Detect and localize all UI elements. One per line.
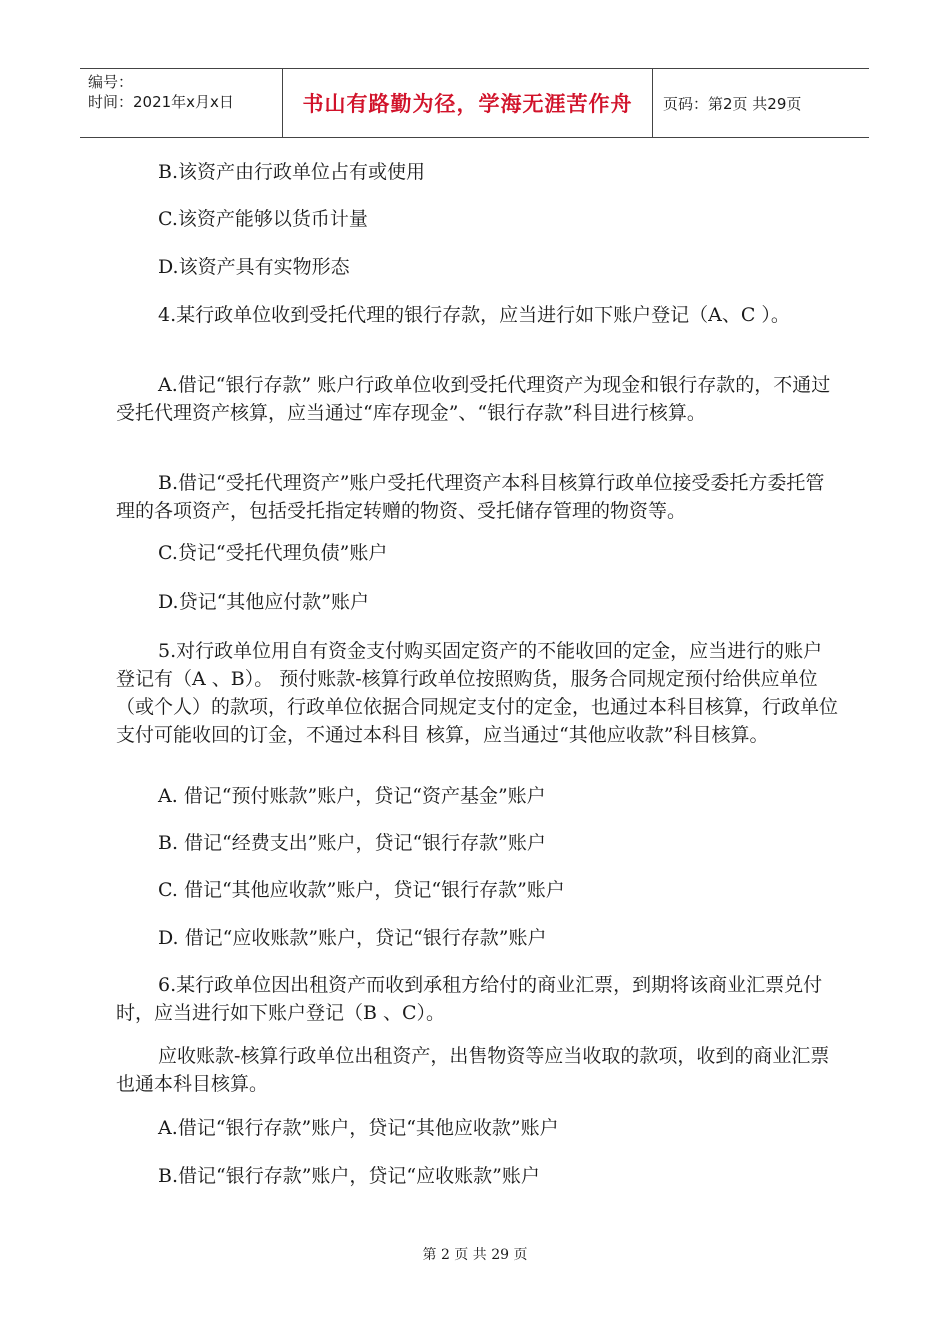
q5-option-a: A. 借记“预付账款”账户，贷记“资产基金”账户	[158, 785, 546, 807]
header-page-info: 页码：第2页 共29页	[663, 94, 802, 113]
q4-option-a: A.借记“银行存款” 账户行政单位收到受托代理资产为现金和银行存款的，不通过受托代理资产核算，应当通过“库存现金”、“银行存款”科目进行核算。	[116, 374, 831, 424]
q5-option-b: B. 借记“经费支出”账户，贷记“银行存款”账户	[158, 832, 546, 854]
q4-option-c: C.贷记“受托代理负债”账户	[158, 542, 388, 564]
header-meta	[80, 69, 283, 137]
option-b-occupied: B.该资产由行政单位占有或使用	[158, 161, 426, 183]
option-c-measurable: C.该资产能够以货币计量	[158, 208, 368, 230]
document-number-label: 编号：	[88, 73, 134, 91]
page-footer: 第 2 页 共 29 页	[422, 1247, 528, 1263]
question-6: 6.某行政单位因出租资产而收到承租方给付的商业汇票，到期将该商业汇票兑付时，应当进行如下账户登记（B 、C）。	[116, 974, 823, 1024]
q6-option-a: A.借记“银行存款”账户，贷记“其他应收款”账户	[158, 1117, 559, 1139]
q4-option-b: B.借记“受托代理资产”账户受托代理资产本科目核算行政单位接受委托方委托管理的各项资产，包括受托指定转赠的物资、受托储存管理的物资等。	[116, 472, 825, 522]
q5-option-d: D. 借记“应收账款”账户，贷记“银行存款”账户	[158, 927, 547, 949]
header-motto: 书山有路勤为径，学海无涯苦作舟	[302, 92, 633, 116]
page-header	[80, 68, 869, 138]
header-page-info-cell	[653, 69, 869, 137]
question-4: 4.某行政单位收到受托代理的银行存款，应当进行如下账户登记（A、C ）。	[158, 304, 790, 326]
option-d-physical: D.该资产具有实物形态	[158, 256, 350, 278]
question-5: 5.对行政单位用自有资金支付购买固定资产的不能收回的定金，应当进行的账户登记有（A 、B）。 预付账款-核算行政单位按照购货，服务合同规定预付给供应单位（或个人）的款项，行政单位依据合同规定支付的定金，也通过本科目核算，行政单位支付可能收回的订金，不通过本科目 核算，应当通过“其他应收款”科目核算。	[116, 640, 839, 746]
q6-explanation: 应收账款-核算行政单位出租资产，出售物资等应当收取的款项，收到的商业汇票也通本科目核算。	[116, 1045, 830, 1095]
header-motto-cell	[283, 69, 653, 137]
q4-option-d: D.贷记“其他应付款”账户	[158, 591, 370, 613]
document-time-label: 时间：2021年x月x日	[88, 93, 234, 111]
q5-option-c: C. 借记“其他应收款”账户，贷记“银行存款”账户	[158, 879, 565, 901]
q6-option-b: B.借记“银行存款”账户，贷记“应收账款”账户	[158, 1165, 540, 1187]
